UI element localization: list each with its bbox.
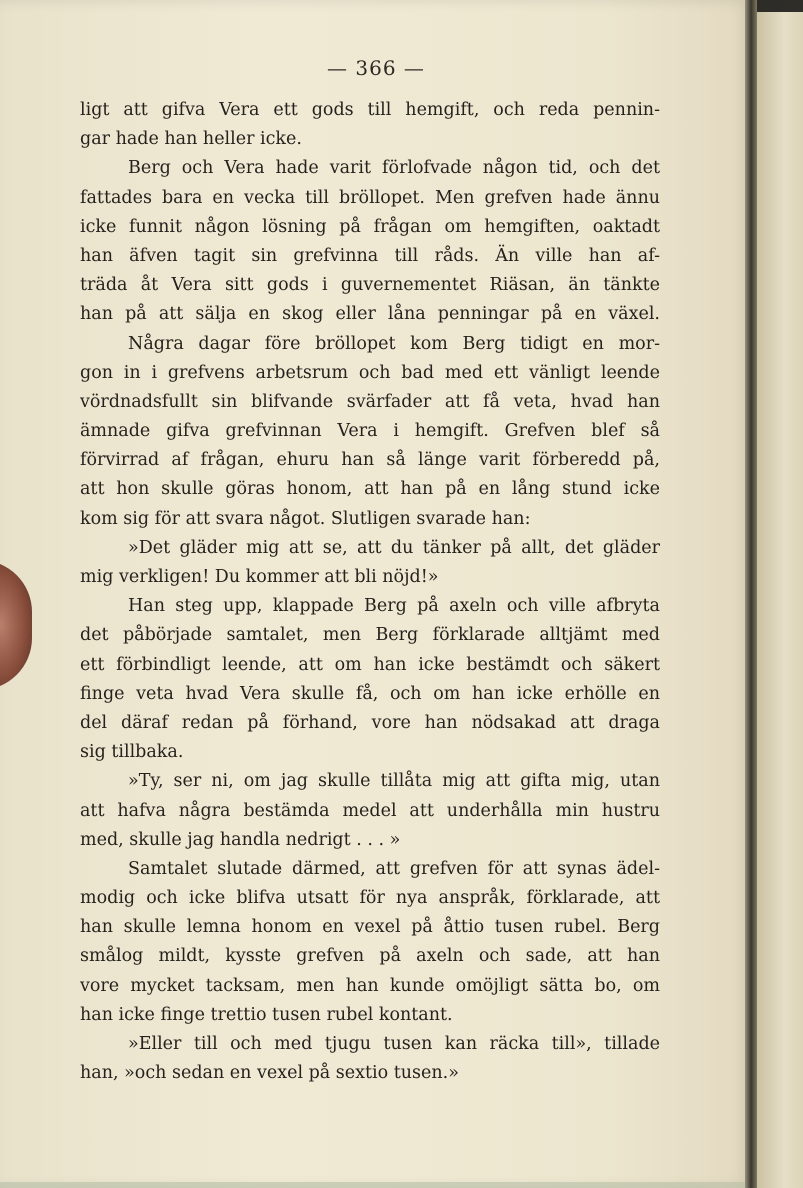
text-line: sig tillbaka. xyxy=(80,742,184,763)
text-line: gon in i grefvens arbetsrum och bad med ett vänligt leende xyxy=(80,362,660,383)
text-line: det påbörjade samtalet, men Berg förklarade alltjämt med xyxy=(80,625,660,646)
text-line: gar hade han heller icke. xyxy=(80,129,302,150)
text-line: träda åt Vera sitt gods i guvernementet Riäsan, än tänkte xyxy=(80,275,660,296)
text-line: del däraf redan på förhand, vore han nödsakad att draga xyxy=(80,712,660,733)
text-line: finge veta hvad Vera skulle få, och om han icke erhölle en xyxy=(80,683,660,704)
text-line: han äfven tagit sin grefvinna till råds. Än ville han af- xyxy=(80,245,660,266)
text-line: »Ty, ser ni, om jag skulle tillåta mig att gifta mig, utan xyxy=(128,771,660,792)
text-line: vördnadsfullt sin blifvande svärfader att få veta, hvad han xyxy=(80,391,660,412)
text-line: modig och icke blifva utsatt för nya anspråk, förklarade, att xyxy=(80,888,660,909)
text-line: »Det gläder mig att se, att du tänker på allt, det gläder xyxy=(128,537,660,558)
text-line: han icke finge trettio tusen rubel kontant. xyxy=(80,1004,453,1025)
text-line: Några dagar före bröllopet kom Berg tidigt en mor- xyxy=(128,333,660,354)
text-line: ett förbindligt leende, att om han icke bestämdt och säkert xyxy=(80,654,660,675)
text-line: att hon skulle göras honom, att han på en lång stund icke xyxy=(80,479,660,500)
text-line: med, skulle jag handla nedrigt . . . » xyxy=(80,829,401,850)
text-line: smålog mildt, kysste grefven på axeln och sade, att han xyxy=(80,946,660,967)
text-line: ligt att gifva Vera ett gods till hemgift, och reda pennin- xyxy=(80,100,660,120)
text-line: Han steg upp, klappade Berg på axeln och ville afbryta xyxy=(128,596,660,617)
text-line: han på att sälja en skog eller låna penningar på en växel. xyxy=(80,304,660,325)
text-line: icke funnit någon lösning på frågan om hemgiften, oaktadt xyxy=(80,216,660,237)
text-line: att hafva några bestämda medel att underhålla min hustru xyxy=(80,800,660,821)
text-line: han skulle lemna honom en vexel på åttio tusen rubel. Berg xyxy=(80,917,660,938)
text-line: Berg och Vera hade varit förlofvade någon tid, och det xyxy=(128,158,660,179)
text-line: Samtalet slutade därmed, att grefven för att synas ädel- xyxy=(128,858,660,879)
body-text xyxy=(80,96,660,1088)
book-gutter xyxy=(745,0,757,1188)
page-bottom-edge xyxy=(0,1182,752,1188)
text-line: förvirrad af frågan, ehuru han så länge varit förberedd på, xyxy=(80,450,660,471)
text-line: kom sig för att svara något. Slutligen svarade han: xyxy=(80,508,531,529)
text-line: fattades bara en vecka till bröllopet. Men grefven hade ännu xyxy=(80,187,660,208)
text-line: han, »och sedan en vexel på sextio tusen.» xyxy=(80,1063,459,1084)
text-line: »Eller till och med tjugu tusen kan räcka till», tillade xyxy=(128,1034,660,1054)
text-line: vore mycket tacksam, men han kunde omöjligt sätta bo, om xyxy=(80,975,660,996)
text-line: mig verkligen! Du kommer att bli nöjd!» xyxy=(80,567,439,587)
text-line: ämnade gifva grefvinnan Vera i hemgift. Grefven blef så xyxy=(80,421,660,442)
next-page-edge xyxy=(756,12,803,1188)
page-number: — 366 — xyxy=(327,56,425,80)
